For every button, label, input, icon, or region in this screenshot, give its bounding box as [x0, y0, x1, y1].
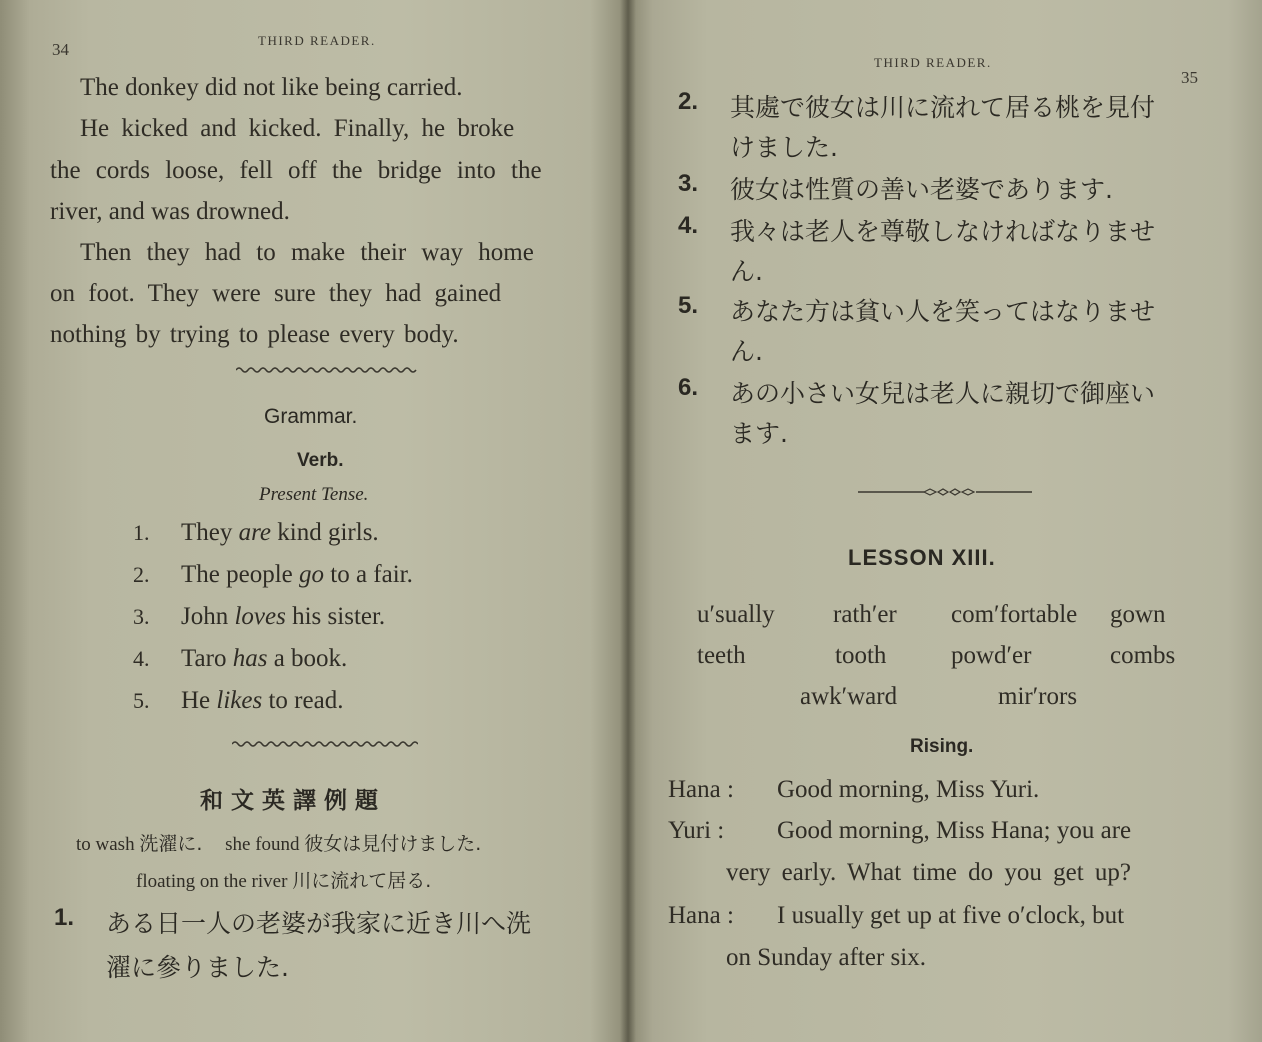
book-gutter — [620, 0, 636, 1042]
grammar-item: 1. They are kind girls. — [133, 519, 379, 546]
dialogue-speaker: Yuri : — [668, 817, 725, 844]
tense-heading: Present Tense. — [259, 484, 369, 505]
dialogue-speaker: Hana : — [668, 776, 734, 803]
story-line: the cords loose, fell off the bridge into the — [50, 157, 542, 184]
vocab-word: teeth — [697, 642, 746, 669]
left-page — [0, 0, 628, 1042]
dialogue-speaker: Hana : — [668, 902, 734, 929]
exercise-number: 4. — [678, 212, 699, 239]
story-line: on foot. They were sure they had gained — [50, 280, 502, 307]
lesson-title: LESSON XIII. — [848, 545, 996, 570]
item-number: 4. — [133, 646, 150, 671]
story-line: river, and was drowned. — [50, 198, 290, 225]
story-line: nothing by trying to please every body. — [50, 321, 459, 348]
verb-heading: Verb. — [297, 450, 344, 471]
exercise-line: 我々は老人を尊敬しなければなりませ — [730, 217, 1156, 246]
exercise-line: ん. — [730, 257, 763, 286]
running-head-right: THIRD READER. — [874, 55, 992, 70]
exercise-number: 3. — [678, 170, 699, 197]
exercise-line: 其處で彼女は川に流れて居る桃を見付 — [730, 93, 1156, 122]
vocab-word: com′fortable — [951, 601, 1078, 628]
dialogue-line: Good morning, Miss Yuri. — [777, 776, 1040, 803]
exercise-line: あなた方は貧い人を笑ってはなりませ — [730, 297, 1156, 326]
exercise-line: ん. — [730, 337, 763, 366]
emphasized-verb: likes — [216, 687, 263, 714]
right-page — [628, 0, 1262, 1042]
dialogue-line: Good morning, Miss Hana; you are — [777, 817, 1132, 844]
running-head-left: THIRD READER. — [258, 33, 376, 48]
wavy-divider — [236, 364, 418, 376]
translation-heading: 和 文 英 譯 例 題 — [200, 788, 379, 814]
page-number-right: 35 — [1181, 68, 1198, 87]
ornamental-divider — [858, 486, 1032, 498]
exercise-line: 彼女は性質の善い老婆であります. — [730, 175, 1113, 204]
vocab-word: mir′rors — [998, 683, 1078, 710]
rising-heading: Rising. — [910, 736, 974, 757]
item-number: 3. — [133, 604, 150, 629]
story-line: The donkey did not like being carried. — [80, 74, 463, 101]
emphasized-verb: has — [232, 645, 268, 672]
exercise-number: 5. — [678, 292, 699, 319]
item-number: 2. — [133, 562, 150, 587]
exercise-number: 2. — [678, 88, 699, 115]
grammar-item: 2. The people go to a fair. — [133, 561, 413, 588]
grammar-item: 3. John loves his sister. — [133, 603, 386, 630]
exercise-line: けました. — [730, 133, 838, 162]
vocab-word: u′sually — [697, 601, 775, 628]
emphasized-verb: loves — [234, 603, 286, 630]
wavy-divider — [232, 738, 418, 750]
exercise-line: ある日一人の老婆が我家に近き川へ洗 — [106, 909, 532, 938]
vocab-word: combs — [1110, 642, 1176, 669]
vocab-word: tooth — [835, 642, 887, 669]
dialogue-line: I usually get up at five o′clock, but — [777, 902, 1125, 929]
emphasized-verb: go — [299, 561, 325, 588]
dialogue-line: on Sunday after six. — [726, 944, 926, 971]
exercise-number: 6. — [678, 374, 699, 401]
emphasized-verb: are — [238, 519, 272, 546]
hint-line: to wash 洗濯に. she found 彼女は見付けました. — [76, 833, 482, 855]
vocab-word: rath′er — [833, 601, 897, 628]
page-number-left: 34 — [52, 40, 69, 59]
vocab-word: gown — [1110, 601, 1166, 628]
story-line: Then they had to make their way home — [80, 239, 534, 266]
grammar-heading: Grammar. — [264, 405, 358, 428]
grammar-item: 4. Taro has a book. — [133, 645, 348, 672]
vocab-word: powd′er — [951, 642, 1032, 669]
exercise-number: 1. — [54, 904, 75, 931]
vocab-word: awk′ward — [800, 683, 898, 710]
exercise-line: 濯に參りました. — [106, 953, 289, 982]
exercise-line: ます. — [730, 419, 788, 448]
exercise-line: あの小さい女兒は老人に親切で御座い — [730, 379, 1156, 408]
item-number: 1. — [133, 520, 150, 545]
story-line: He kicked and kicked. Finally, he broke — [80, 115, 515, 142]
hint-line: floating on the river 川に流れて居る. — [136, 870, 432, 892]
item-number: 5. — [133, 688, 150, 713]
grammar-item: 5. He likes to read. — [133, 687, 344, 714]
dialogue-line: very early. What time do you get up? — [726, 859, 1132, 886]
